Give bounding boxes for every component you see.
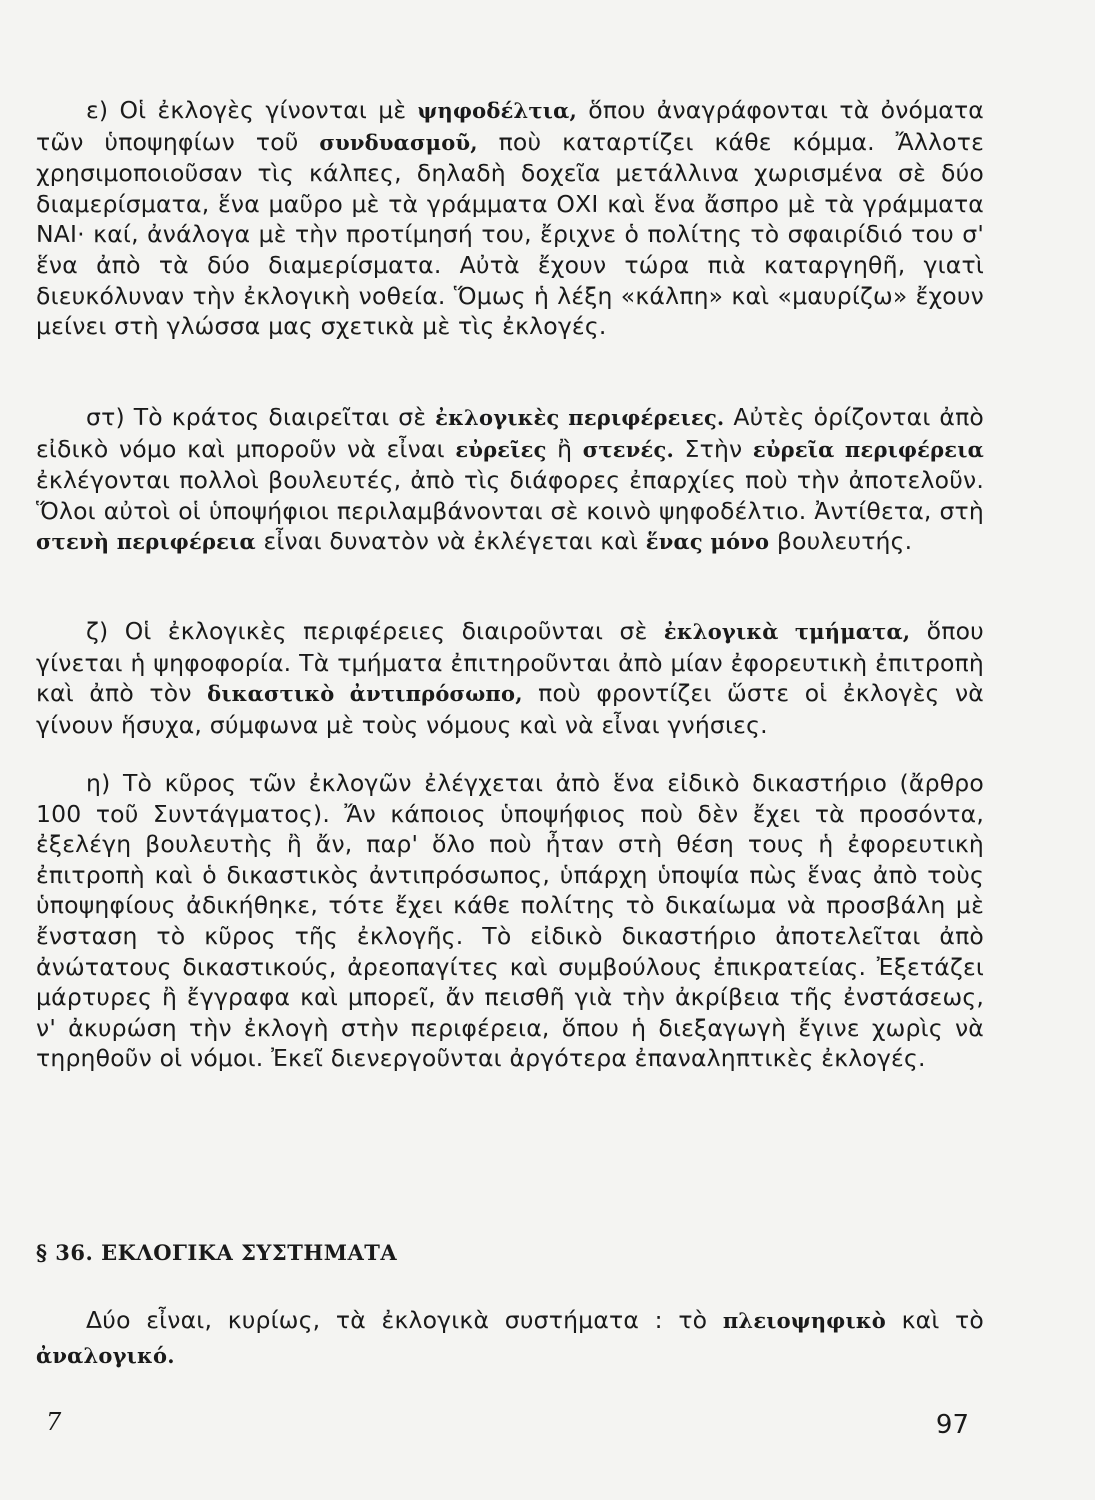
text-run: εἶναι δυνατὸν νὰ ἐκλέγεται καὶ bbox=[255, 527, 646, 556]
bold-term: στενές. bbox=[582, 436, 674, 462]
bold-term: ἐκλογικὰ τμήματα, bbox=[663, 619, 911, 644]
bold-term: ἀναλογικό. bbox=[36, 1343, 175, 1368]
paragraph-eta bbox=[36, 768, 984, 1074]
signature-mark: 7 bbox=[46, 1408, 62, 1436]
text-run: ποὺ φροντίζει ὥστε οἱ ἐκλογὲς νὰ γίνουν ἥσυχα, σύμφωνα μὲ τοὺς νόμους καὶ νὰ εἶναι γνήσιες. bbox=[36, 679, 984, 739]
bold-term: δικαστικὸ ἀντιπρόσωπο, bbox=[207, 681, 523, 707]
bold-term: στενὴ περιφέρεια bbox=[36, 529, 256, 555]
bold-term: συνδυασμοῦ, bbox=[319, 129, 478, 155]
bold-term: εὐρεῖα περιφέρεια bbox=[752, 436, 984, 462]
text-run: Δύο εἶναι, κυρίως, τὰ ἐκλογικὰ συστήματα : τὸ bbox=[86, 1306, 723, 1334]
bold-term: πλειοψηφικὸ bbox=[722, 1308, 887, 1333]
paragraph-st bbox=[36, 402, 984, 558]
text-run: Στὴν bbox=[674, 434, 753, 463]
bold-term: εὐρεῖες bbox=[455, 436, 547, 462]
text-run: ἢ bbox=[546, 434, 583, 463]
section-heading: § 36. ΕΚΛΟΓΙΚΑ ΣΥΣΤΗΜΑΤΑ bbox=[36, 1240, 398, 1265]
text-run: Αὐτὲς ὁρίζονται ἀπὸ εἰδικὸ νόμο καὶ μποροῦν νὰ εἶναι bbox=[36, 403, 985, 463]
text-run: η) Τὸ κῦρος τῶν ἐκλογῶν ἐλέγχεται ἀπὸ ἕνα εἰδικὸ δικαστήριο (ἄρθρο 100 τοῦ Συντάγματος). Ἄν κάποιος ὑποψήφιος ποὺ δὲν ἔχει τὰ προσόντα, ἐξελέγη βουλευτὴς ἢ ἄν, παρ' ὅλο ποὺ ἦταν στὴ θέση τους ἡ ἐφορευτικὴ ἐπιτροπὴ καὶ ὁ δικαστικὸς ἀντιπρόσωπος, ὑπάρχη ὑποψία πὼς ἕνας ἀπὸ τοὺς ὑποψηφίους ἀδικήθηκε, τότε ἔχει κάθε πολίτης τὸ δικαίωμα νὰ προσβάλη μὲ ἔνσταση τὸ κῦρος τῆς ἐκλογῆς. Τὸ εἰδικὸ δικαστήριο ἀποτελεῖται ἀπὸ ἀνώτατους δικαστικούς, ἀρεοπαγίτες καὶ συμβούλους ἐπικρατείας. Ἐξετάζει μάρτυρες ἢ ἔγγραφα καὶ μπορεῖ, ἄν πεισθῆ γιὰ τὴν ἀκρίβεια τῆς ἐνστάσεως, ν' ἀκυρώση τὴν ἐκλογὴ στὴν περιφέρεια, ὅπου ἡ διεξαγωγὴ ἔγινε χωρὶς νὰ τηρηθοῦν οἱ νόμοι. Ἐκεῖ διενεργοῦνται ἀργότερα ἐπαναληπτικὲς ἐκλογές. bbox=[36, 769, 984, 1073]
text-run: ὅπου ἀναγράφονται τὰ ὀνόματα τῶν ὑποψηφίων τοῦ bbox=[36, 96, 984, 156]
text-run: ἐκλέγονται πολλοὶ βουλευτές, ἀπὸ τὶς διάφορες ἐπαρχίες ποὺ τὴν ἀποτελοῦν. Ὅλοι αὐτοὶ οἱ ὑποψήφιοι περιλαμβάνονται σὲ κοινὸ ψηφοδέλτιο. Ἀντίθετα, στὴ bbox=[36, 466, 984, 525]
bold-term: ψηφοδέλτια, bbox=[417, 98, 578, 123]
bold-term: ἕνας μόνο bbox=[645, 529, 770, 555]
bold-term: ἐκλογικὲς περιφέρειες. bbox=[435, 405, 725, 430]
text-run: ὅπου γίνεται ἡ ψηφοφορία. Τὰ τμήματα ἐπιτηροῦνται ἀπὸ μίαν ἐφορευτικὴ ἐπιτροπὴ καὶ ἀπὸ τὸν bbox=[36, 617, 984, 708]
paragraph-electoral-systems bbox=[36, 1303, 984, 1373]
text-run: ζ) Οἱ ἐκλογικὲς περιφέρειες διαιροῦνται σὲ bbox=[86, 617, 664, 645]
text-run: βουλευτής. bbox=[769, 527, 913, 556]
text-run: ποὺ καταρτίζει κάθε κόμμα. Ἄλλοτε χρησιμοποιοῦσαν τὶς κάλπες, δηλαδὴ δοχεῖα μετάλλινα χωρισμένα σὲ δύο διαμερίσματα, ἕνα μαῦρο μὲ τὰ γράμματα ΟΧΙ καὶ ἕνα ἄσπρο μὲ τὰ γράμματα ΝΑΙ· καί, ἀνάλογα μὲ τὴν προτίμησή του, ἔριχνε ὁ πολίτης τὸ σφαιρίδιό του σ' ἕνα ἀπὸ τὰ δύο διαμερίσματα. Αὐτὰ ἔχουν τώρα πιὰ καταργηθῆ, γιατὶ διευκόλυναν τὴν ἐκλογικὴ νοθεία. Ὅμως ἡ λέξη «κάλπη» καὶ «μαυρίζω» ἔχουν μείνει στὴ γλώσσα μας σχετικὰ μὲ τὶς ἐκλογές. bbox=[36, 127, 984, 341]
text-run: ε) Οἱ ἐκλογὲς γίνονται μὲ bbox=[86, 96, 418, 124]
text-run: στ) Τὸ κράτος διαιρεῖται σὲ bbox=[86, 403, 436, 431]
text-run: καὶ τὸ bbox=[886, 1306, 984, 1334]
page-number: 97 bbox=[935, 1410, 969, 1440]
paragraph-epsilon bbox=[36, 95, 984, 342]
paragraph-zeta bbox=[36, 616, 984, 740]
